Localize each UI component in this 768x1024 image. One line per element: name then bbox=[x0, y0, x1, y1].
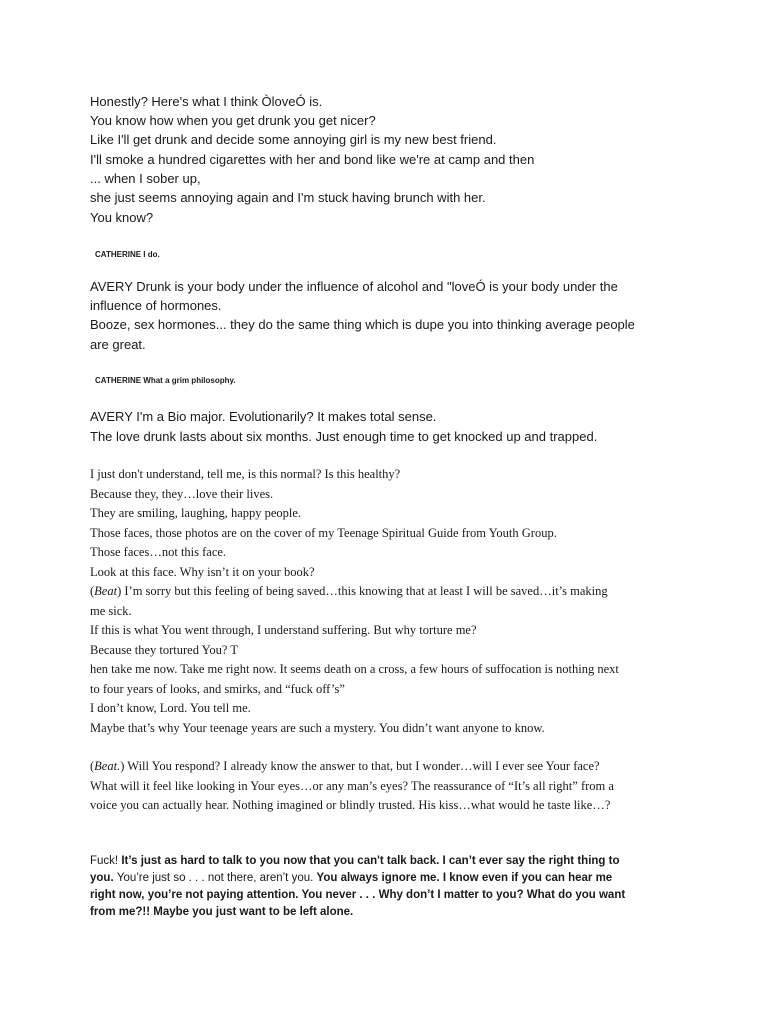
monologue-text: ) Will You respond? I already know the answer to that, but I wonder…will I ever see Your face? bbox=[120, 759, 600, 773]
monologue-line: Those faces…not this face. bbox=[90, 545, 227, 559]
final-text-bold: It’s just as hard to talk to you now that you can't talk back. I can’t ever say the right thing to bbox=[121, 855, 620, 867]
monologue-line: If this is what You went through, I understand suffering. But why torture me? bbox=[90, 623, 477, 637]
final-text-bold: you. bbox=[90, 872, 117, 884]
stage-direction: Beat. bbox=[94, 759, 121, 773]
speaker-label: CATHERINE What a grim philosophy. bbox=[95, 376, 236, 385]
text-line: are great. bbox=[90, 337, 146, 352]
final-text: Fuck! bbox=[90, 855, 122, 867]
monologue-line bbox=[90, 757, 600, 777]
monologue-line: Look at this face. Why isn’t it on your book? bbox=[90, 565, 315, 579]
final-line: right now, you’re not paying attention. You never . . . Why don’t I matter to you? What do you want bbox=[90, 889, 626, 901]
text-line: AVERY Drunk is your body under the influence of alcohol and "loveÓ is your body under the bbox=[90, 279, 618, 294]
text-line: ... when I sober up, bbox=[90, 171, 201, 186]
monologue-text: ) I’m sorry but this feeling of being saved…this knowing that at least I will be saved…it’s making bbox=[117, 584, 608, 598]
monologue-line: to four years of looks, and smirks, and “fuck off’s” bbox=[90, 682, 345, 696]
final-line bbox=[90, 870, 612, 887]
text-line: Like I'll get drunk and decide some annoying girl is my new best friend. bbox=[90, 132, 497, 147]
monologue-line: Because they, they…love their lives. bbox=[90, 487, 274, 501]
monologue-line: Maybe that’s why Your teenage years are such a mystery. You didn’t want anyone to know. bbox=[90, 721, 545, 735]
speaker-label: CATHERINE I do. bbox=[95, 250, 160, 259]
monologue-line: What will it feel like looking in Your eyes…or any man’s eyes? The reassurance of “It’s all right” from a bbox=[90, 779, 614, 793]
monologue-line: Those faces, those photos are on the cover of my Teenage Spiritual Guide from Youth Group. bbox=[90, 526, 557, 540]
monologue-line: They are smiling, laughing, happy people. bbox=[90, 506, 302, 520]
monologue-line: voice you can actually hear. Nothing imagined or blindly trusted. His kiss…what would he taste like…? bbox=[90, 798, 611, 812]
text-line: influence of hormones. bbox=[90, 298, 222, 313]
text-line: Honestly? Here's what I think ÒloveÓ is. bbox=[90, 94, 323, 109]
text-line: she just seems annoying again and I'm stuck having brunch with her. bbox=[90, 190, 486, 205]
paren-open: ( bbox=[90, 584, 95, 598]
text-line: The love drunk lasts about six months. Just enough time to get knocked up and trapped. bbox=[90, 429, 598, 444]
text-line: AVERY I'm a Bio major. Evolutionarily? It makes total sense. bbox=[90, 409, 437, 424]
text-line: You know? bbox=[90, 210, 154, 225]
final-text-bold: You always ignore me. I know even if you can hear me bbox=[316, 872, 613, 884]
monologue-line: me sick. bbox=[90, 604, 132, 618]
final-line: from me?!! Maybe you just want to be left alone. bbox=[90, 906, 354, 918]
paren-open: ( bbox=[90, 759, 95, 773]
stage-direction: Beat bbox=[94, 584, 118, 598]
final-text: You’re just so . . . not there, aren’t you. bbox=[116, 872, 317, 884]
monologue-line: I just don't understand, tell me, is this normal? Is this healthy? bbox=[90, 467, 401, 481]
monologue-line: hen take me now. Take me right now. It seems death on a cross, a few hours of suffocation is nothing next bbox=[90, 662, 619, 676]
text-line: I'll smoke a hundred cigarettes with her and bond like we're at camp and then bbox=[90, 152, 535, 167]
text-line: You know how when you get drunk you get nicer? bbox=[90, 113, 376, 128]
monologue-line: Because they tortured You? T bbox=[90, 643, 239, 657]
text-line: Booze, sex hormones... they do the same thing which is dupe you into thinking average people bbox=[90, 317, 635, 332]
monologue-line: I don’t know, Lord. You tell me. bbox=[90, 701, 251, 715]
monologue-line bbox=[90, 582, 608, 602]
final-line bbox=[90, 853, 620, 870]
